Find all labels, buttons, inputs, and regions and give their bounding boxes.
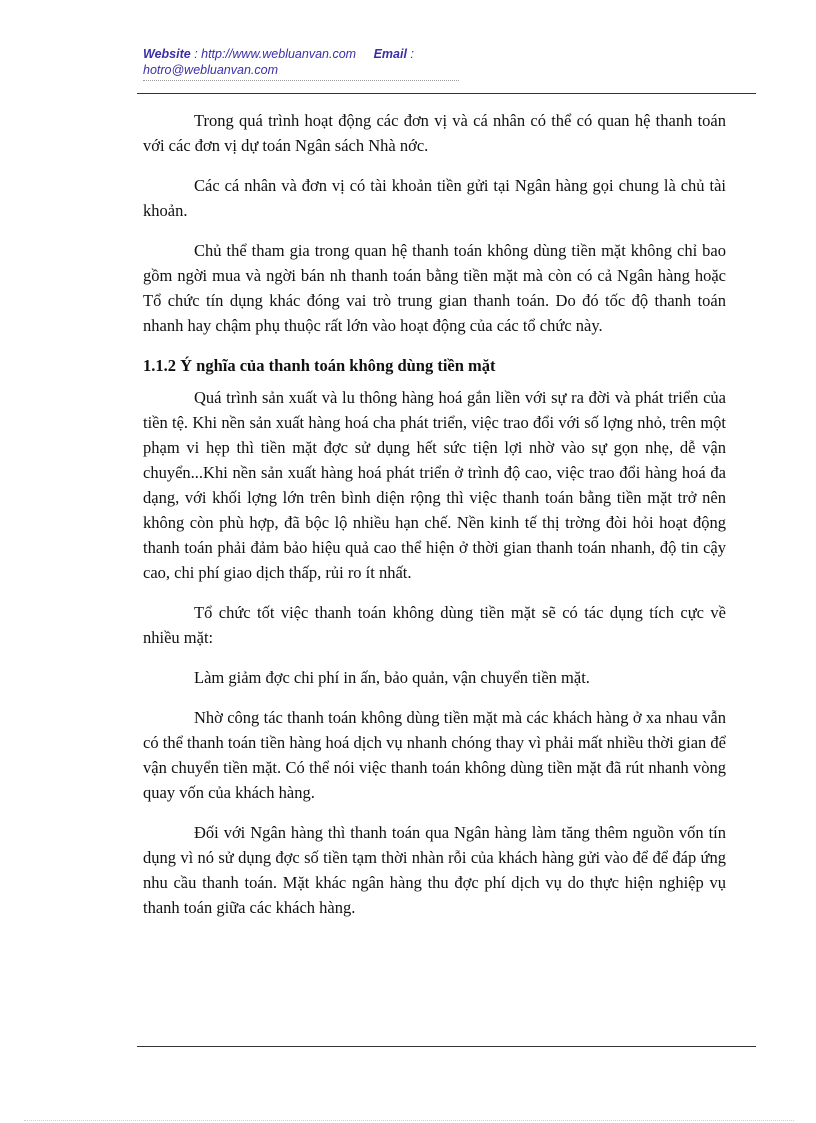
- section-paragraph-1: Quá trình sản xuất và lu thông hàng hoá gắn liền với sự ra đời và phát triển của tiền tệ. Khi nền sản xuất hàng hoá cha phát triển, việc trao đổi với số lợng nhỏ, trên một phạm vi hẹp thì tiền mặt đợc sử dụng hết sức tiện lợi nhờ vào sự gọn nhẹ, dễ vận chuyển...Khi nền sản xuất hàng hoá phát triển ở trình độ cao, việc trao đổi hàng hoá đa dạng, với khối lợng lớn trên bình diện rộng thì việc thanh toán bằng tiền mặt trở nên không còn phù hợp, đã bộc lộ nhiều hạn chế. Nền kinh tế thị trờng đòi hỏi hoạt động thanh toán phải đảm bảo hiệu quả cao thể hiện ở thời gian thanh toán nhanh, độ tin cậy cao, chi phí giao dịch thấp, rủi ro ít nhất.: [143, 388, 726, 582]
- section-paragraph-3: Làm giảm đợc chi phí in ấn, bảo quản, vận chuyển tiền mặt.: [194, 668, 590, 687]
- page-header: [143, 46, 463, 78]
- header-underline: [143, 80, 459, 81]
- footer-rule: [137, 1046, 756, 1047]
- paragraph-1: Trong quá trình hoạt động các đơn vị và cá nhân có thể có quan hệ thanh toán với các đơn vị dự toán Ngân sách Nhà nớc.: [143, 111, 726, 155]
- website-link[interactable]: : http://www.webluanvan.com: [194, 47, 357, 61]
- email-link[interactable]: hotro@webluanvan.com: [143, 63, 278, 77]
- section-paragraph-4: Nhờ công tác thanh toán không dùng tiền mặt mà các khách hàng ở xa nhau vẫn có thể thanh toán tiền hàng hoá dịch vụ nhanh chóng thay vì phải mất nhiều thời gian để vận chuyển tiền mặt. Có thể nói việc thanh toán không dùng tiền mặt đã rút nhanh vòng quay vốn của khách hàng.: [143, 708, 726, 802]
- email-label: Email: [373, 47, 407, 61]
- section-paragraph-5: Đối với Ngân hàng thì thanh toán qua Ngân hàng làm tăng thêm nguồn vốn tín dụng vì nó sử dụng đợc số tiền tạm thời nhàn rỗi của khách hàng gửi vào để để đáp ứng nhu cầu thanh toán. Mặt khác ngân hàng thu đợc phí dịch vụ do thực hiện nghiệp vụ thanh toán giữa các khách hàng.: [143, 823, 726, 917]
- paragraph-2: Các cá nhân và đơn vị có tài khoản tiền gửi tại Ngân hàng gọi chung là chủ tài khoản.: [143, 176, 726, 220]
- website-label: Website: [143, 47, 191, 61]
- section-paragraph-2: Tổ chức tốt việc thanh toán không dùng tiền mặt sẽ có tác dụng tích cực về nhiều mặt:: [143, 603, 726, 647]
- page-edge-line: [24, 1120, 794, 1121]
- section-heading: 1.1.2 Ý nghĩa của thanh toán không dùng tiền mặt: [143, 356, 496, 375]
- header-rule: [137, 93, 756, 94]
- document-body: [143, 108, 726, 935]
- email-colon: :: [410, 47, 414, 61]
- paragraph-3: Chủ thể tham gia trong quan hệ thanh toán không dùng tiền mặt không chỉ bao gồm ngời mua và ngời bán nh thanh toán bằng tiền mặt mà còn có cả Ngân hàng hoặc Tổ chức tín dụng khác đóng vai trò trung gian thanh toán. Do đó tốc độ thanh toán nhanh hay chậm phụ thuộc rất lớn vào hoạt động của các tổ chức này.: [143, 241, 726, 335]
